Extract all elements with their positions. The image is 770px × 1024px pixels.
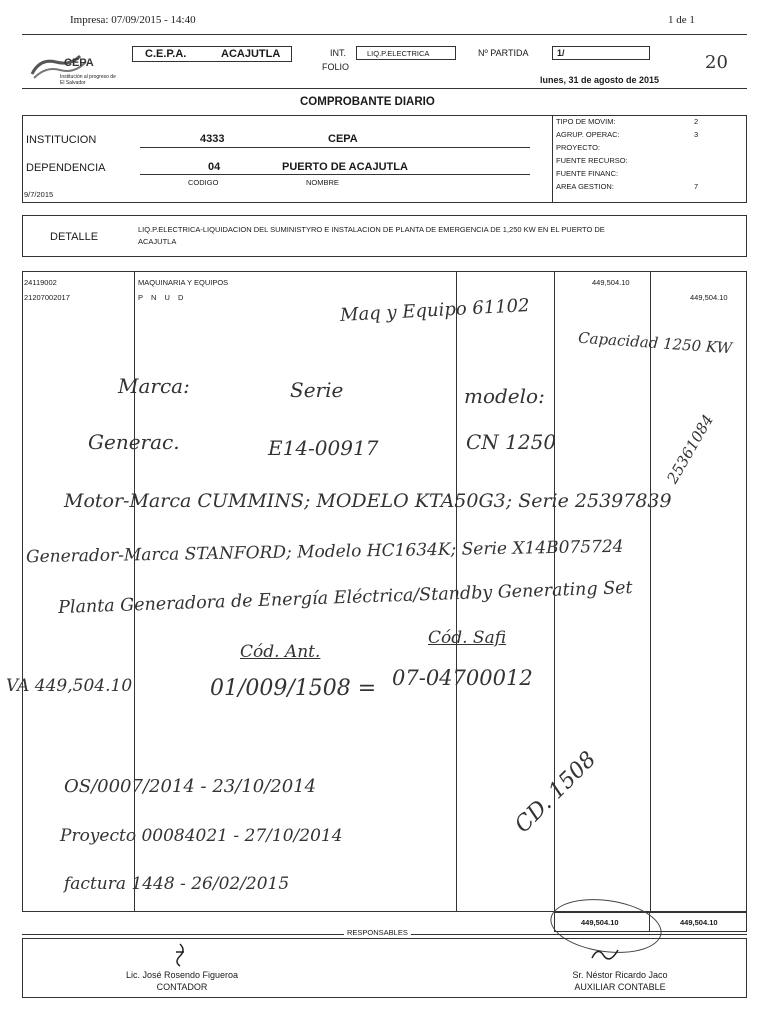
field-row: [556, 156, 744, 169]
handwritten-note: Generador-Marca STANFORD; Modelo HC1634K; Serie X14B075724: [25, 536, 624, 568]
folio-label: FOLIO: [322, 62, 350, 72]
handwritten-note: OS/0007/2014 - 23/10/2014: [64, 776, 317, 797]
partida-box: [552, 46, 650, 60]
handwritten-note: CN 1250: [466, 430, 557, 454]
field-row: [556, 143, 744, 156]
handwritten-note: Planta Generadora de Energía Eléctrica/Standby Generating Set: [57, 577, 633, 619]
account-description: P N U D: [138, 293, 187, 302]
signature-mark: [170, 942, 190, 973]
field-value: 7: [694, 182, 699, 191]
field-label: FUENTE FINANC:: [556, 169, 619, 178]
credit-amount: 449,504.10: [690, 293, 728, 302]
field-row: [556, 117, 744, 130]
field-value: 2: [694, 117, 699, 126]
handwritten-note: 25361084: [663, 411, 718, 487]
cepa-logo: [30, 52, 118, 84]
dependencia-code: 04: [208, 161, 221, 173]
partida-value: 1/: [557, 48, 565, 58]
handwritten-note: Cód. Safi: [428, 628, 507, 648]
int-label: INT.: [330, 48, 347, 58]
page-indicator: 1 de 1: [668, 14, 695, 26]
handwritten-note: Maq y Equipo 61102: [339, 295, 531, 326]
signature-mark: [590, 944, 620, 969]
field-label: AREA GESTION:: [556, 182, 614, 191]
signatory-role: CONTADOR: [156, 982, 208, 992]
dependencia-label: DEPENDENCIA: [26, 162, 106, 174]
handwritten-note: Motor-Marca CUMMINS; MODELO KTA50G3; Serie 25397839: [64, 490, 672, 512]
signatory-right: [520, 970, 720, 992]
field-row: [556, 182, 744, 195]
field-label: PROYECTO:: [556, 143, 601, 152]
signatory-name: Sr. Néstor Ricardo Jaco: [572, 970, 668, 980]
dependencia-name: PUERTO DE ACAJUTLA: [282, 161, 408, 173]
institucion-underline: [140, 147, 530, 148]
handwritten-note: Marca:: [118, 374, 190, 398]
col-divider-1: [134, 271, 135, 912]
signatory-left: [82, 970, 282, 992]
account-code: 21207002017: [24, 293, 70, 302]
detalle-label: DETALLE: [50, 231, 99, 243]
handwritten-note: E14-00917: [268, 436, 379, 460]
institucion-label: INSTITUCION: [26, 134, 97, 146]
signatory-name: Lic. José Rosendo Figueroa: [125, 970, 239, 980]
handwritten-note: factura 1448 - 26/02/2015: [64, 874, 290, 894]
entity-code: C.E.P.A.: [145, 48, 187, 60]
partida-label: Nº PARTIDA: [478, 48, 529, 58]
svg-text:CEPA: CEPA: [64, 57, 94, 69]
handwritten-note: VA 449,504.10: [6, 676, 133, 696]
signatory-role: AUXILIAR CONTABLE: [574, 982, 666, 992]
institucion-code: 4333: [200, 133, 225, 145]
field-label: FUENTE RECURSO:: [556, 156, 628, 165]
col-divider-4: [650, 271, 651, 912]
total-debit: 449,504.10: [581, 918, 619, 927]
institucion-name: CEPA: [328, 133, 358, 145]
handwritten-note: CD. 1508: [510, 747, 602, 838]
logo-caption: Institución al progreso de El Salvador: [60, 74, 116, 86]
handwritten-note: Serie: [290, 378, 344, 402]
info-divider: [552, 115, 553, 203]
detalle-text-line1: LIQ.P.ELECTRICA-LIQUIDACION DEL SUMINISTYRO E INSTALACION DE PLANTA DE EMERGENCIA DE 1,250 KW EN EL PUERTO DE: [138, 225, 605, 234]
int-box: [356, 46, 456, 60]
codigo-label: CODIGO: [188, 178, 219, 187]
account-description: MAQUINARIA Y EQUIPOS: [138, 278, 229, 287]
page-title: COMPROBANTE DIARIO: [300, 96, 435, 108]
field-row: [556, 169, 744, 182]
handwritten-note: Cód. Ant.: [240, 642, 321, 662]
responsables-label: RESPONSABLES: [344, 928, 411, 937]
debit-amount: 449,504.10: [592, 278, 630, 287]
handwritten-note: Proyecto 00084021 - 27/10/2014: [60, 826, 343, 846]
detalle-box: [22, 215, 747, 257]
total-credit-box: [649, 912, 747, 932]
field-row: [556, 130, 744, 143]
voucher-date: lunes, 31 de agosto de 2015: [540, 75, 660, 85]
handwritten-note: 01/009/1508 =: [210, 676, 377, 701]
small-date: 9/7/2015: [24, 190, 54, 199]
handwritten-note: Capacidad 1250 KW: [577, 328, 733, 358]
table-row: [24, 278, 744, 290]
account-code: 24119002: [24, 278, 57, 287]
field-value: 3: [694, 130, 699, 139]
dependencia-underline: [140, 174, 530, 175]
detalle-text-line2: ACAJUTLA: [138, 237, 177, 246]
entity-box: [132, 46, 292, 62]
movement-fields: [556, 117, 744, 195]
handwritten-note: 07-04700012: [392, 666, 533, 690]
handwritten-note: modelo:: [464, 384, 545, 408]
total-credit: 449,504.10: [680, 918, 718, 927]
hand-number: 20: [705, 52, 728, 73]
field-label: TIPO DE MOVIM:: [556, 117, 616, 126]
print-timestamp: Impresa: 07/09/2015 - 14:40: [70, 14, 196, 26]
int-value: LIQ.P.ELECTRICA: [367, 49, 430, 58]
header-top-rule: [22, 34, 747, 35]
entity-place: ACAJUTLA: [221, 48, 281, 60]
handwritten-note: Generac.: [88, 430, 180, 454]
field-label: AGRUP. OPERAC:: [556, 130, 620, 139]
nombre-label: NOMBRE: [306, 178, 339, 187]
header-bottom-rule: [22, 88, 747, 89]
